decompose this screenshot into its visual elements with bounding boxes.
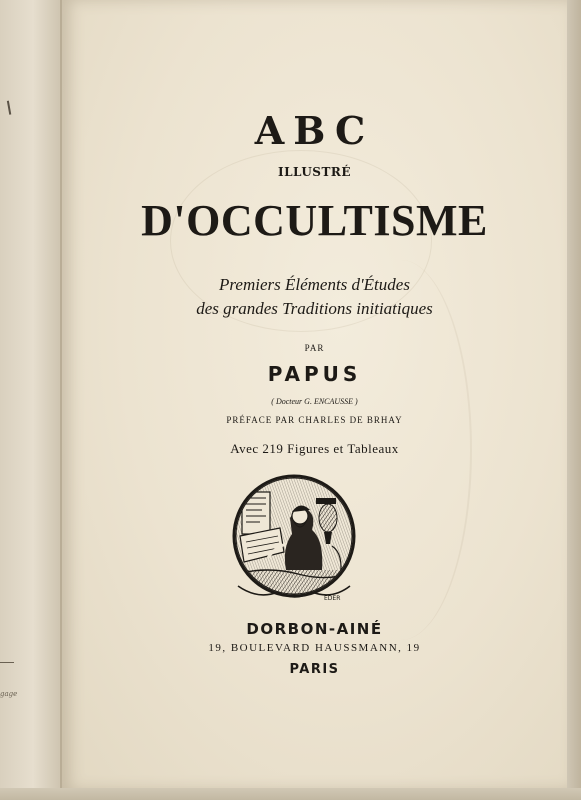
publisher-address: 19, BOULEVARD HAUSSMANN, 19 [208, 642, 421, 654]
subtitle-line-2: des grandes Traditions initiatiques [196, 299, 433, 318]
title-main: D'OCCULTISME [141, 196, 488, 245]
preface-credit: PRÉFACE PAR CHARLES DE BRHAY [226, 415, 403, 425]
by-label: PAR [304, 343, 325, 353]
bottom-edge-shadow [0, 788, 581, 800]
figures-count: Avec 219 Figures et Tableaux [230, 441, 399, 456]
page-edge-shadow [567, 0, 581, 800]
publisher-city: PARIS [289, 662, 340, 677]
margin-word: gage [0, 690, 18, 698]
author-real-name: ( Docteur G. ENCAUSSE ) [271, 397, 358, 406]
subtitle-line-1: Premiers Éléments d'Études [219, 275, 410, 294]
title-illustre: ILLUSTRÉ [277, 165, 351, 179]
left-page-edge [0, 0, 62, 800]
publisher-name: DORBON-AINÉ [246, 620, 383, 638]
vignette-signature: EDER [324, 595, 341, 602]
title-abc: ABC [254, 108, 375, 153]
margin-rule [0, 662, 14, 663]
margin-mark [7, 99, 19, 115]
author-name: PAPUS [267, 362, 362, 386]
engraved-scholar-vignette-icon [228, 474, 360, 606]
